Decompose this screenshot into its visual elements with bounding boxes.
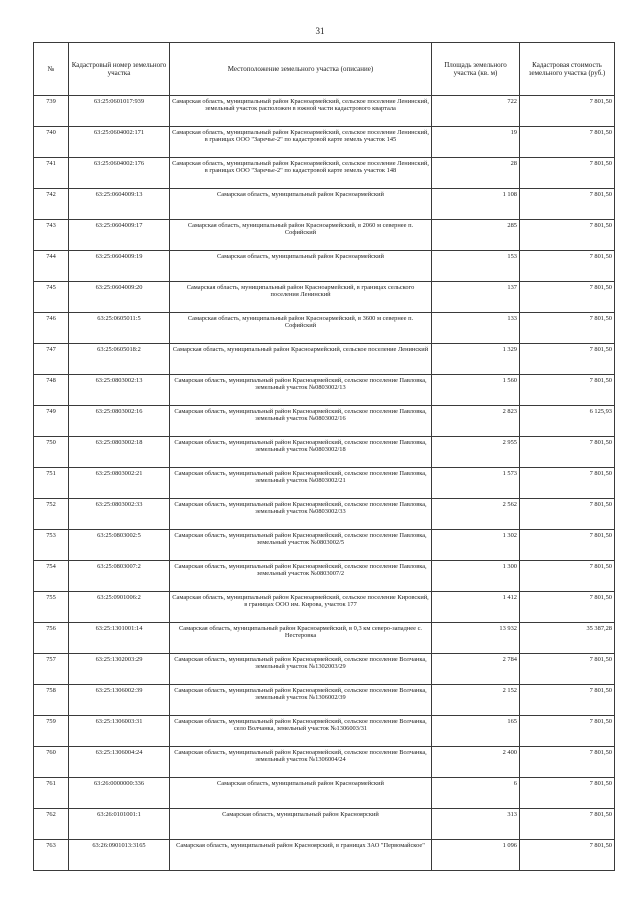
area-value: 137 (432, 282, 520, 313)
area-value: 1 096 (432, 840, 520, 871)
area-value: 13 932 (432, 623, 520, 654)
land-registry-table (33, 42, 615, 871)
cadastral-cost-value: 6 125,93 (520, 406, 615, 437)
table-row (34, 96, 615, 127)
location-description: Самарская область, муниципальный район Красноармейский, сельское поселение Павловка, земельный участок №0803002/5 (170, 530, 432, 561)
row-number: 746 (34, 313, 69, 344)
cadastral-number: 63:25:1306004:24 (69, 747, 170, 778)
cadastral-cost-value: 7 801,50 (520, 437, 615, 468)
table-row (34, 127, 615, 158)
area-value: 2 784 (432, 654, 520, 685)
location-description: Самарская область, муниципальный район Красноармейский, сельское поселение Волчанка, земельный участок №1302003/29 (170, 654, 432, 685)
table-row (34, 809, 615, 840)
cadastral-cost-value: 7 801,50 (520, 344, 615, 375)
cadastral-number: 63:25:0803002:18 (69, 437, 170, 468)
row-number: 743 (34, 220, 69, 251)
location-description: Самарская область, муниципальный район Красноармейский, сельское поселение Ленинский, в границах ООО "Заречье-2" по кадастровой карте земель участок 148 (170, 158, 432, 189)
table-row (34, 654, 615, 685)
row-number: 757 (34, 654, 69, 685)
area-value: 2 152 (432, 685, 520, 716)
location-description: Самарская область, муниципальный район Красноармейский, сельское поселение Павловка, земельный участок №0803007/2 (170, 561, 432, 592)
cadastral-number: 63:25:0803002:5 (69, 530, 170, 561)
header-number: № (34, 43, 69, 96)
header-location: Местоположение земельного участка (описание) (170, 43, 432, 96)
cadastral-number: 63:26:0901013:3165 (69, 840, 170, 871)
cadastral-number: 63:25:1301001:14 (69, 623, 170, 654)
location-description: Самарская область, муниципальный район Красноармейский, сельское поселение Волчанка, земельный участок №1306004/24 (170, 747, 432, 778)
cadastral-number: 63:25:0803002:21 (69, 468, 170, 499)
table-row (34, 158, 615, 189)
area-value: 285 (432, 220, 520, 251)
cadastral-number: 63:26:0000000:336 (69, 778, 170, 809)
location-description: Самарская область, муниципальный район Красноармейский, сельское поселение Кировский, в границах ООО им. Кирова, участок 177 (170, 592, 432, 623)
cadastral-cost-value: 7 801,50 (520, 313, 615, 344)
area-value: 313 (432, 809, 520, 840)
area-value: 28 (432, 158, 520, 189)
cadastral-cost-value: 35 387,28 (520, 623, 615, 654)
table-row (34, 840, 615, 871)
cadastral-cost-value: 7 801,50 (520, 747, 615, 778)
cadastral-number: 63:25:0803002:33 (69, 499, 170, 530)
cadastral-number: 63:25:0604009:20 (69, 282, 170, 313)
location-description: Самарская область, муниципальный район Красноармейский, сельское поселение Павловка, земельный участок №0803002/13 (170, 375, 432, 406)
row-number: 748 (34, 375, 69, 406)
row-number: 761 (34, 778, 69, 809)
table-row (34, 468, 615, 499)
location-description: Самарская область, муниципальный район Красноармейский, сельское поселение Ленинский (170, 344, 432, 375)
location-description: Самарская область, муниципальный район Красноармейский, сельское поселение Павловка, земельный участок №0803002/33 (170, 499, 432, 530)
location-description: Самарская область, муниципальный район Красноармейский, сельское поселение Волчанка, село Волчанка, земельный участок №1306003/31 (170, 716, 432, 747)
cadastral-number: 63:25:0601017:939 (69, 96, 170, 127)
table-row (34, 344, 615, 375)
location-description: Самарская область, муниципальный район Красноармейский (170, 778, 432, 809)
cadastral-number: 63:25:1302003:29 (69, 654, 170, 685)
row-number: 751 (34, 468, 69, 499)
area-value: 1 302 (432, 530, 520, 561)
location-description: Самарская область, муниципальный район Красноармейский (170, 189, 432, 220)
table-row (34, 313, 615, 344)
table-row (34, 282, 615, 313)
cadastral-number: 63:25:0604002:176 (69, 158, 170, 189)
location-description: Самарская область, муниципальный район Красноармейский, в 0,3 км северо-западнее с. Нестеровка (170, 623, 432, 654)
row-number: 753 (34, 530, 69, 561)
cadastral-cost-value: 7 801,50 (520, 530, 615, 561)
cadastral-cost-value: 7 801,50 (520, 809, 615, 840)
location-description: Самарская область, муниципальный район Красноармейский, сельское поселение Волчанка, земельный участок №1306002/39 (170, 685, 432, 716)
row-number: 750 (34, 437, 69, 468)
area-value: 1 573 (432, 468, 520, 499)
location-description: Самарская область, муниципальный район Красноярский, в границах ЗАО "Первомайское" (170, 840, 432, 871)
cadastral-cost-value: 7 801,50 (520, 96, 615, 127)
cadastral-number: 63:25:0803002:16 (69, 406, 170, 437)
cadastral-cost-value: 7 801,50 (520, 282, 615, 313)
row-number: 755 (34, 592, 69, 623)
cadastral-cost-value: 7 801,50 (520, 375, 615, 406)
area-value: 1 300 (432, 561, 520, 592)
area-value: 2 562 (432, 499, 520, 530)
location-description: Самарская область, муниципальный район Красноармейский, в 3600 м севернее п. Софийский (170, 313, 432, 344)
row-number: 739 (34, 96, 69, 127)
cadastral-cost-value: 7 801,50 (520, 778, 615, 809)
row-number: 740 (34, 127, 69, 158)
area-value: 153 (432, 251, 520, 282)
cadastral-cost-value: 7 801,50 (520, 189, 615, 220)
cadastral-number: 63:25:0605011:5 (69, 313, 170, 344)
cadastral-number: 63:25:1306003:31 (69, 716, 170, 747)
cadastral-cost-value: 7 801,50 (520, 561, 615, 592)
table-row (34, 778, 615, 809)
location-description: Самарская область, муниципальный район Красноармейский, сельское поселение Павловка, земельный участок №0803002/21 (170, 468, 432, 499)
table-row (34, 592, 615, 623)
row-number: 756 (34, 623, 69, 654)
area-value: 1 108 (432, 189, 520, 220)
area-value: 2 955 (432, 437, 520, 468)
location-description: Самарская область, муниципальный район Красноармейский, сельское поселение Павловка, земельный участок №0803002/16 (170, 406, 432, 437)
area-value: 133 (432, 313, 520, 344)
row-number: 763 (34, 840, 69, 871)
cadastral-cost-value: 7 801,50 (520, 840, 615, 871)
cadastral-cost-value: 7 801,50 (520, 158, 615, 189)
area-value: 1 329 (432, 344, 520, 375)
row-number: 745 (34, 282, 69, 313)
cadastral-number: 63:25:1306002:39 (69, 685, 170, 716)
row-number: 744 (34, 251, 69, 282)
row-number: 760 (34, 747, 69, 778)
row-number: 752 (34, 499, 69, 530)
area-value: 165 (432, 716, 520, 747)
area-value: 2 823 (432, 406, 520, 437)
cadastral-number: 63:25:0604009:19 (69, 251, 170, 282)
cadastral-number: 63:25:0803007:2 (69, 561, 170, 592)
area-value: 1 412 (432, 592, 520, 623)
header-cadastral-cost: Кадастровая стоимость земельного участка (руб.) (520, 43, 615, 96)
cadastral-cost-value: 7 801,50 (520, 592, 615, 623)
cadastral-cost-value: 7 801,50 (520, 654, 615, 685)
area-value: 1 560 (432, 375, 520, 406)
cadastral-cost-value: 7 801,50 (520, 468, 615, 499)
header-area: Площадь земельного участка (кв. м) (432, 43, 520, 96)
area-value: 6 (432, 778, 520, 809)
cadastral-number: 63:25:0901006:2 (69, 592, 170, 623)
area-value: 19 (432, 127, 520, 158)
row-number: 762 (34, 809, 69, 840)
row-number: 741 (34, 158, 69, 189)
table-row (34, 251, 615, 282)
cadastral-cost-value: 7 801,50 (520, 499, 615, 530)
header-cadastral-number: Кадастровый номер земельного участка (69, 43, 170, 96)
table-row (34, 189, 615, 220)
table-header-row (34, 43, 615, 96)
location-description: Самарская область, муниципальный район Красноярский (170, 809, 432, 840)
table-row (34, 375, 615, 406)
row-number: 742 (34, 189, 69, 220)
row-number: 747 (34, 344, 69, 375)
location-description: Самарская область, муниципальный район Красноармейский, сельское поселение Ленинский, в границах ООО "Заречье-2" по кадастровой карте земель участок 145 (170, 127, 432, 158)
row-number: 759 (34, 716, 69, 747)
row-number: 758 (34, 685, 69, 716)
cadastral-number: 63:25:0605018:2 (69, 344, 170, 375)
cadastral-cost-value: 7 801,50 (520, 716, 615, 747)
row-number: 754 (34, 561, 69, 592)
table-row (34, 685, 615, 716)
location-description: Самарская область, муниципальный район Красноармейский, сельское поселение Павловка, земельный участок №0803002/18 (170, 437, 432, 468)
table-row (34, 623, 615, 654)
cadastral-number: 63:25:0604009:13 (69, 189, 170, 220)
row-number: 749 (34, 406, 69, 437)
cadastral-cost-value: 7 801,50 (520, 127, 615, 158)
table-row (34, 530, 615, 561)
cadastral-number: 63:25:0604002:171 (69, 127, 170, 158)
cadastral-cost-value: 7 801,50 (520, 220, 615, 251)
cadastral-number: 63:25:0604009:17 (69, 220, 170, 251)
location-description: Самарская область, муниципальный район Красноармейский, в границах сельского поселения Ленинский (170, 282, 432, 313)
location-description: Самарская область, муниципальный район Красноармейский, в 2060 м севернее п. Софийский (170, 220, 432, 251)
table-row (34, 406, 615, 437)
cadastral-number: 63:25:0803002:13 (69, 375, 170, 406)
cadastral-number: 63:26:0101001:1 (69, 809, 170, 840)
table-row (34, 747, 615, 778)
location-description: Самарская область, муниципальный район Красноармейский (170, 251, 432, 282)
page-number: 31 (315, 26, 325, 36)
table-row (34, 499, 615, 530)
table-row (34, 561, 615, 592)
area-value: 2 400 (432, 747, 520, 778)
cadastral-cost-value: 7 801,50 (520, 685, 615, 716)
location-description: Самарская область, муниципальный район Красноармейский, сельское поселение Ленинский, земельный участок расположен в южной части кадастрового квартала (170, 96, 432, 127)
table-row (34, 716, 615, 747)
cadastral-cost-value: 7 801,50 (520, 251, 615, 282)
area-value: 722 (432, 96, 520, 127)
table-row (34, 437, 615, 468)
table-row (34, 220, 615, 251)
